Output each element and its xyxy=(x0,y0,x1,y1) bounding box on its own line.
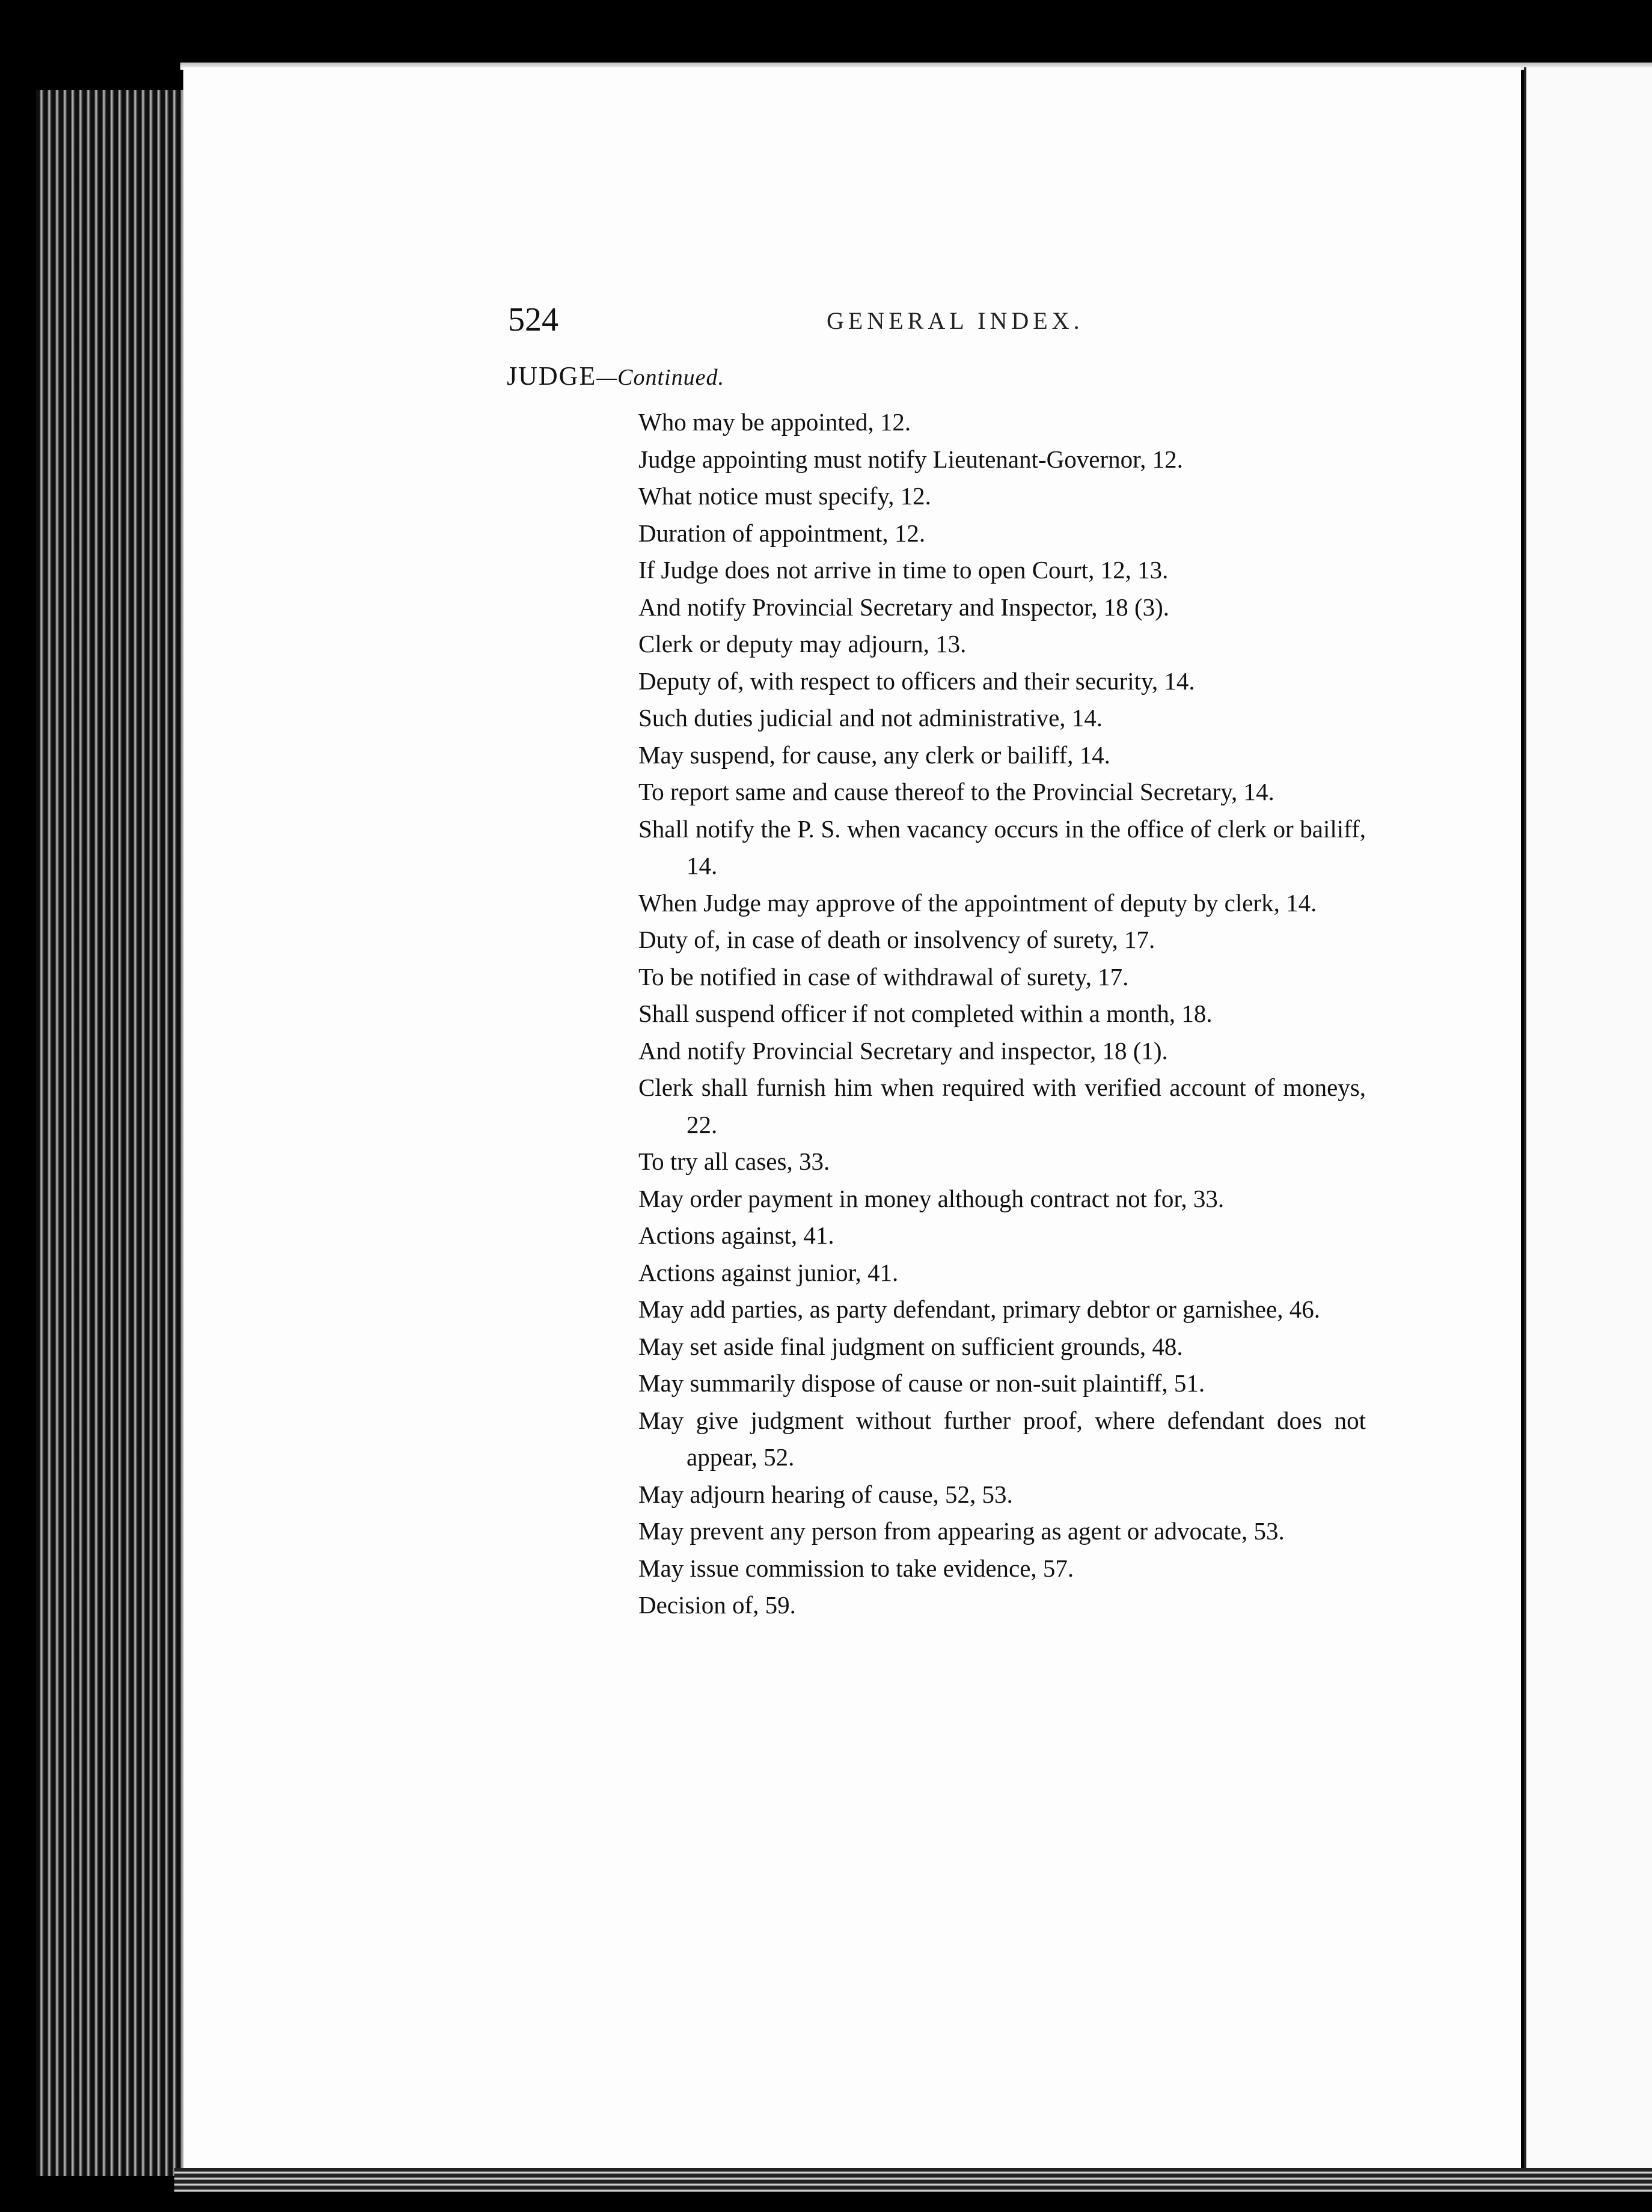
index-entry: If Judge does not arrive in time to open Court, 12, 13. xyxy=(638,556,1169,584)
page-number: 524 xyxy=(508,301,558,338)
index-entry: May set aside final judgment on sufficient grounds, 48. xyxy=(638,1332,1183,1360)
heading-continued: —Continued. xyxy=(596,365,724,390)
index-entry: To report same and cause thereof to the Provincial Secretary, 14. xyxy=(638,778,1274,805)
running-head xyxy=(508,301,1362,343)
index-entry: May add parties, as party defendant, primary debtor or garnishee, 46. xyxy=(638,1295,1320,1323)
running-head-title: GENERAL INDEX. xyxy=(827,307,1084,334)
index-entry: Decision of, 59. xyxy=(638,1591,796,1619)
index-entry: Clerk or deputy may adjourn, 13. xyxy=(638,630,967,658)
index-entry: May order payment in money although contract not for, 33. xyxy=(638,1184,1225,1212)
index-entry: And notify Provincial Secretary and inspector, 18 (1). xyxy=(638,1036,1168,1065)
index-entry: To try all cases, 33. xyxy=(638,1147,830,1175)
index-entry: May give judgment without further proof, where defendant does not appear, 52. xyxy=(638,1406,1366,1471)
index-entry: Actions against junior, 41. xyxy=(638,1258,899,1286)
index-entry: Shall notify the P. S. when vacancy occurs in the office of clerk or bailiff, 14. xyxy=(638,814,1366,879)
heading-term: JUDGE xyxy=(507,361,597,391)
index-entry: When Judge may approve of the appointment of deputy by clerk, 14. xyxy=(638,888,1317,917)
index-entry: Duration of appointment, 12. xyxy=(638,519,926,547)
book-page-edges xyxy=(36,90,192,2176)
index-entry: Judge appointing must notify Lieutenant-Governor, 12. xyxy=(638,445,1183,473)
index-entry: What notice must specify, 12. xyxy=(638,482,931,510)
index-entry: To be notified in case of withdrawal of surety, 17. xyxy=(638,962,1129,991)
index-entries xyxy=(638,404,1366,1624)
index-entry: And notify Provincial Secretary and Inspector, 18 (3). xyxy=(638,593,1170,621)
index-entry: May issue commission to take evidence, 57. xyxy=(638,1554,1074,1582)
index-entry: May suspend, for cause, any clerk or bailiff, 14. xyxy=(638,741,1110,769)
index-entry: May prevent any person from appearing as agent or advocate, 53. xyxy=(638,1517,1285,1545)
index-entry: May summarily dispose of cause or non-suit plaintiff, 51. xyxy=(638,1369,1205,1397)
facing-page xyxy=(1524,67,1652,2168)
index-entry: Such duties judicial and not administrative, 14. xyxy=(638,704,1103,732)
index-entry: Clerk shall furnish him when required with verified account of moneys, 22. xyxy=(638,1074,1366,1138)
book-bottom-edge xyxy=(174,2168,1652,2192)
index-entry: Who may be appointed, 12. xyxy=(638,408,911,436)
index-heading xyxy=(507,361,724,391)
index-entry: Duty of, in case of death or insolvency of surety, 17. xyxy=(638,926,1155,953)
index-entry: Actions against, 41. xyxy=(638,1221,834,1249)
index-entry: Shall suspend officer if not completed within a month, 18. xyxy=(638,1000,1213,1027)
index-entry: Deputy of, with respect to officers and their security, 14. xyxy=(638,667,1195,695)
index-entry: May adjourn hearing of cause, 52, 53. xyxy=(638,1480,1013,1508)
